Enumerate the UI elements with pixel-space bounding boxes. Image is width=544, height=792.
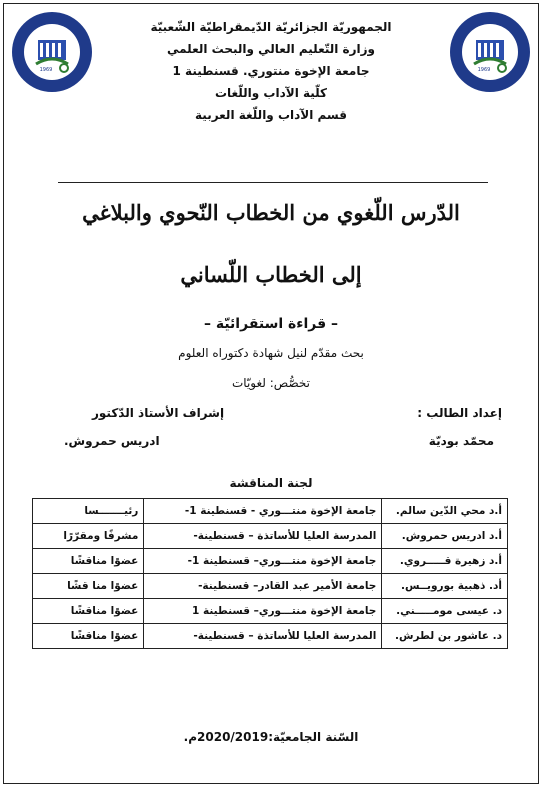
institution-header (104, 16, 438, 126)
logo-year: 1969 (477, 67, 491, 73)
thesis-title-line1: الدّرس اللّغوي من الخطاب النّحوي والبلاغي (82, 200, 460, 225)
member-institution: المدرسة العليا للأساتذة – قسنطينة- (144, 624, 382, 649)
faculty-name: كلّية الآداب واللّغات (214, 86, 328, 100)
university-logo-left (10, 10, 94, 94)
member-institution: جامعة الإخوة منتـــوري - قسنطينة 1- (144, 499, 382, 524)
supervisor-name: ادريس حمروش. (64, 434, 160, 448)
committee-table (32, 498, 508, 649)
committee-title: لجنة المناقشة (229, 476, 313, 490)
thesis-title-line2: إلى الخطاب اللّساني (180, 262, 362, 287)
member-name: أ.د ادريس حمروش. (382, 524, 508, 549)
member-institution: جامعة الإخوة منتـــوري– قسنطينة 1 (144, 599, 382, 624)
member-name: أ.د زهيرة قـــــروي. (382, 549, 508, 574)
member-name: د. عيسى مومـــــني. (382, 599, 508, 624)
logo-year: 1969 (39, 67, 53, 73)
header-divider (58, 182, 488, 183)
committee-row (33, 574, 508, 599)
specialty: تخصُّص: لغويّات (232, 376, 310, 390)
university-name: جامعة الإخوة منتوري. قسنطينة 1 (172, 64, 370, 78)
document-page (3, 3, 539, 784)
thesis-subtitle: – قراءة استقرائيّة – (203, 316, 339, 332)
department-name: قسم الآداب واللّغة العربية (195, 108, 347, 122)
ministry-name: وزارة التّعليم العالي والبحث العلمي (166, 42, 376, 56)
committee-row (33, 624, 508, 649)
degree-statement: بحث مقدّم لنيل شهادة دكتوراه العلوم (178, 346, 364, 360)
member-role: عضوًا مناقشًا (33, 599, 144, 624)
committee-row (33, 524, 508, 549)
committee-row (33, 599, 508, 624)
member-name: د. عاشور بن لطرش. (382, 624, 508, 649)
student-label: إعداد الطالب : (417, 406, 502, 420)
member-role: مشرفًا ومقرّرًا (33, 524, 144, 549)
supervisor-label: إشراف الأستاذ الدّكتور (92, 406, 225, 420)
member-name: أ.د محي الدّين سالم. (382, 499, 508, 524)
republic-name: الجمهوريّة الجزائريّة الدّيمقراطيّة الشّعبيّة (150, 20, 392, 34)
academic-year: السّنة الجامعيّة:2020/2019م. (183, 730, 359, 744)
member-role: رئيـــــــسا (33, 499, 144, 524)
committee-row (33, 499, 508, 524)
student-name: محمّد بوديّة (428, 434, 494, 448)
member-role: عضوًا منا قشًا (33, 574, 144, 599)
member-institution: المدرسة العليا للأساتذة – قسنطينة- (144, 524, 382, 549)
member-institution: جامعة الإخوة منتـــوري– قسنطينة 1- (144, 549, 382, 574)
member-institution: جامعة الأمير عبد القادر– قسنطينة- (144, 574, 382, 599)
university-logo-right (448, 10, 532, 94)
member-role: عضوًا مناقشًا (33, 549, 144, 574)
committee-row (33, 549, 508, 574)
member-role: عضوًا مناقشًا (33, 624, 144, 649)
member-name: أد. ذهبية بورويــس. (382, 574, 508, 599)
